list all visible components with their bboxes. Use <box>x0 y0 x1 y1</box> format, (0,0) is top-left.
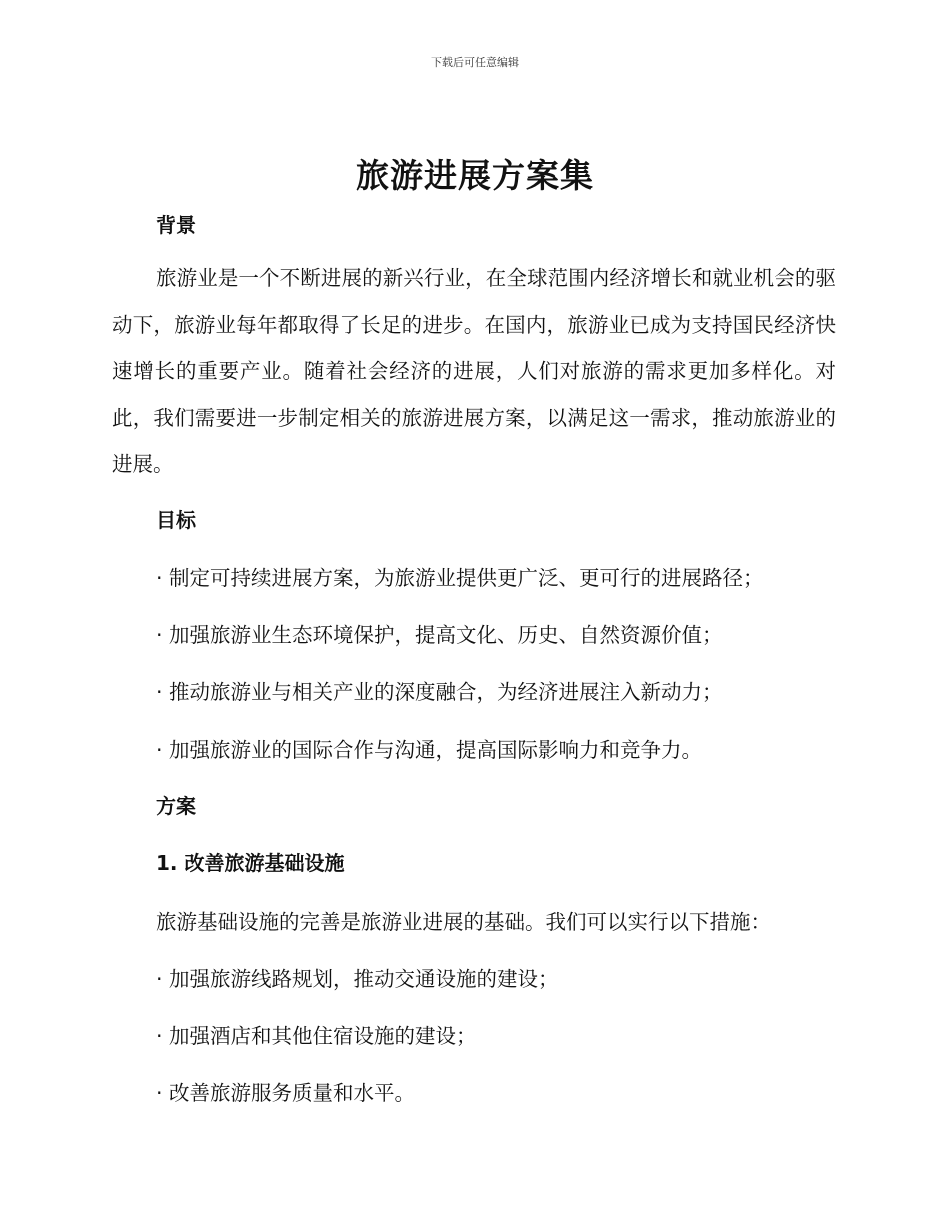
infrastructure-item: · 改善旅游服务质量和水平。 <box>156 1081 416 1105</box>
goal-item: · 加强旅游业生态环境保护，提高文化、历史、自然资源价值； <box>156 623 723 647</box>
infrastructure-item: · 加强旅游线路规划，推动交通设施的建设； <box>156 967 559 991</box>
infrastructure-item: · 加强酒店和其他住宿设施的建设； <box>156 1024 477 1048</box>
goal-item: · 制定可持续进展方案，为旅游业提供更广泛、更可行的进展路径； <box>156 566 764 590</box>
page-header-note: 下载后可任意编辑 <box>431 56 519 69</box>
section-heading-goals: 目标 <box>156 508 196 532</box>
document-title: 旅游进展方案集 <box>356 156 594 195</box>
section-heading-plan: 方案 <box>156 794 196 818</box>
infrastructure-intro: 旅游基础设施的完善是旅游业进展的基础。我们可以实行以下措施： <box>156 910 771 934</box>
goal-item: · 推动旅游业与相关产业的深度融合，为经济进展注入新动力； <box>156 680 723 704</box>
section-heading-background: 背景 <box>156 213 196 237</box>
subsection-heading-infrastructure: 1. 改善旅游基础设施 <box>156 851 345 875</box>
goal-item: · 加强旅游业的国际合作与沟通，提高国际影响力和竞争力。 <box>156 738 703 762</box>
background-paragraph: 旅游业是一个不断进展的新兴行业，在全球范围内经济增长和就业机会的驱动下，旅游业每年都取得了长足的进步。在国内，旅游业已成为支持国民经济快速增长的重要产业。随着社会经济的进展，人们对旅游的需求更加多样化。对此，我们需要进一步制定相关的旅游进展方案，以满足这一需求，推动旅游业的进展。 <box>112 266 836 476</box>
